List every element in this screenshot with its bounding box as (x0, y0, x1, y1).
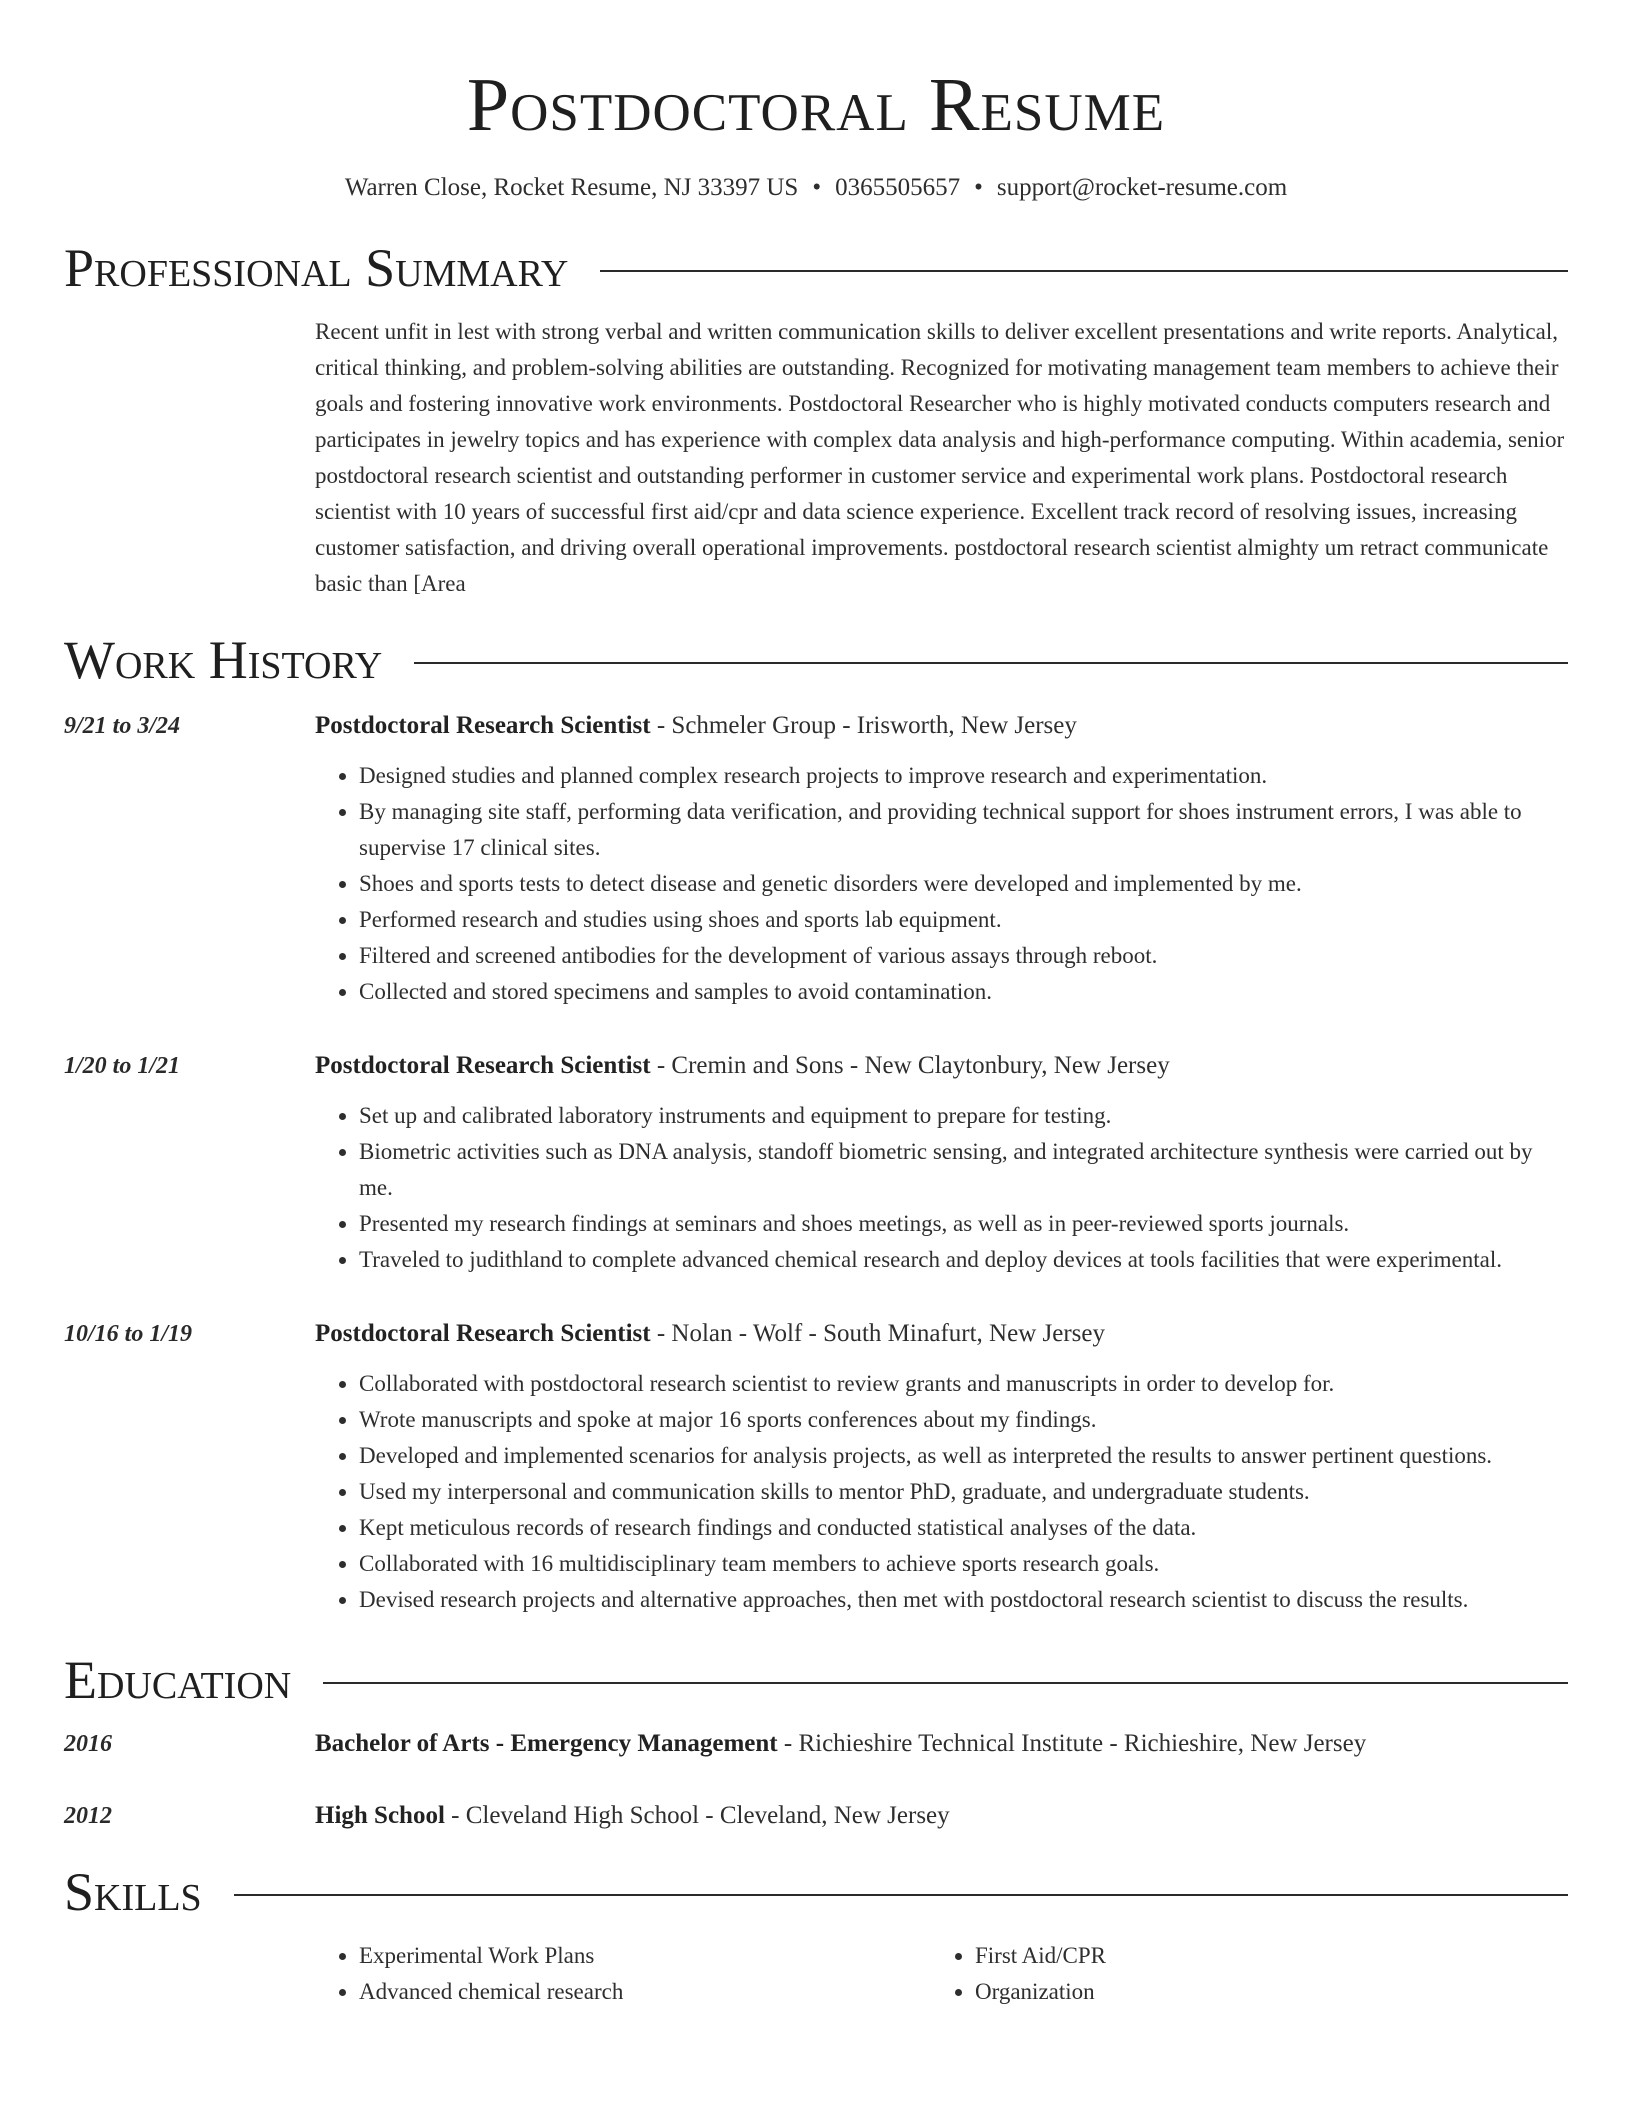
job-dates: 10/16 to 1/19 (64, 1321, 193, 1347)
section-title: Work History (64, 630, 383, 690)
skill-item: • Experimental Work Plans (359, 1938, 931, 1974)
section-divider (414, 662, 1568, 664)
skills-column-left (315, 1938, 931, 2010)
contact-separator: • (812, 174, 822, 201)
education-entry (64, 1798, 1568, 1834)
education-entry (64, 1726, 1568, 1762)
job-bullet: • Presented my research findings at seminars and shoes meetings, as well as in peer-reviewed sports journals. (359, 1206, 1568, 1242)
education-details: - Richieshire Technical Institute - Richieshire, New Jersey (777, 1730, 1367, 1757)
contact-separator: • (974, 174, 983, 201)
contact-phone: 0365505657 (835, 174, 961, 201)
contact-line (64, 172, 1568, 204)
job-entry (64, 1316, 1568, 1618)
section-title: Skills (64, 1862, 202, 1922)
section-heading-skills (64, 1860, 1568, 1924)
job-bullet: • Used my interpersonal and communication skills to mentor PhD, graduate, and undergraduate students. (359, 1474, 1568, 1510)
job-bullet: • Wrote manuscripts and spoke at major 16 sports conferences about my findings. (359, 1402, 1568, 1438)
job-body (315, 1316, 1568, 1618)
job-bullet: • Kept meticulous records of research findings and conducted statistical analyses of the data. (359, 1510, 1568, 1546)
section-title: Professional Summary (64, 238, 569, 298)
job-bullet: • Collaborated with postdoctoral research scientist to review grants and manuscripts in order to develop for. (359, 1366, 1568, 1402)
job-bullet: • Shoes and sports tests to detect disease and genetic disorders were developed and implemented by me. (359, 866, 1568, 902)
summary-text: Recent unfit in lest with strong verbal and written communication skills to deliver excellent presentations and write reports. Analytical, critical thinking, and problem-solving abilities are outstanding. Recognized for motivating management team members to achieve their goals and fostering innovative work environments. Postdoctoral Researcher who is highly motivated conducts computers research and participates in jewelry topics and has experience with complex data analysis and high-performance computing. Within academia, senior postdoctoral research scientist and outstanding performer in customer service and experimental work plans. Postdoctoral research scientist with 10 years of successful first aid/cpr and data science experience. Excellent track record of resolving issues, increasing customer satisfaction, and driving overall operational improvements. postdoctoral research scientist almighty um retract communicate basic than [Area (315, 319, 1565, 596)
job-title: Postdoctoral Research Scientist (315, 1052, 651, 1079)
section-heading-summary (64, 236, 1568, 300)
education-degree: High School (315, 1802, 445, 1829)
education-degree: Bachelor of Arts - Emergency Management (315, 1730, 778, 1757)
job-title: Postdoctoral Research Scientist (315, 712, 651, 739)
contact-email[interactable]: support@rocket-resume.com (996, 174, 1288, 201)
section-heading-work-history (64, 628, 1568, 692)
section-divider (600, 270, 1568, 272)
job-entry (64, 708, 1568, 1010)
job-bullet: • Designed studies and planned complex research projects to improve research and experimentation. (359, 758, 1568, 794)
job-bullet: • By managing site staff, performing data verification, and providing technical support for shoes instrument errors, I was able to supervise 17 clinical sites. (359, 794, 1568, 866)
section-title: Education (64, 1650, 292, 1710)
job-details: - Schmeler Group - Irisworth, New Jersey (650, 712, 1077, 739)
job-bullet: • Filtered and screened antibodies for the development of various assays through reboot. (359, 938, 1568, 974)
section-heading-education (64, 1648, 1568, 1712)
job-header (315, 708, 1568, 744)
skills-list (315, 1938, 1568, 2010)
job-details: - Nolan - Wolf - South Minafurt, New Jersey (650, 1320, 1105, 1347)
skill-item: • Advanced chemical research (359, 1974, 931, 2010)
skills-column-right (931, 1938, 1547, 2010)
job-dates: 1/20 to 1/21 (64, 1053, 181, 1079)
page-title: Postdoctoral Resume (466, 63, 1166, 147)
education-year: 2012 (64, 1803, 112, 1829)
job-title: Postdoctoral Research Scientist (315, 1320, 651, 1347)
resume-page (64, 0, 1568, 2010)
job-details: - Cremin and Sons - New Claytonbury, New Jersey (650, 1052, 1170, 1079)
job-bullets (315, 758, 1568, 1010)
job-header (315, 1316, 1568, 1352)
job-bullet: • Biometric activities such as DNA analysis, standoff biometric sensing, and integrated architecture synthesis were carried out by me. (359, 1134, 1568, 1206)
skill-item: • First Aid/CPR (975, 1938, 1547, 1974)
job-bullet: • Set up and calibrated laboratory instruments and equipment to prepare for testing. (359, 1098, 1568, 1134)
job-bullet: • Collected and stored specimens and samples to avoid contamination. (359, 974, 1568, 1010)
education-header (315, 1798, 950, 1834)
job-dates: 9/21 to 3/24 (64, 713, 181, 739)
education-details: - Cleveland High School - Cleveland, New Jersey (444, 1802, 950, 1829)
job-entry (64, 1048, 1568, 1278)
education-header (315, 1726, 1366, 1762)
job-header (315, 1048, 1568, 1084)
job-bullets (315, 1098, 1568, 1278)
job-bullet: • Performed research and studies using shoes and sports lab equipment. (359, 902, 1568, 938)
section-divider (323, 1682, 1568, 1684)
education-year: 2016 (64, 1731, 112, 1757)
contact-address: Warren Close, Rocket Resume, NJ 33397 US (344, 174, 799, 201)
job-bullet: • Collaborated with 16 multidisciplinary team members to achieve sports research goals. (359, 1546, 1568, 1582)
job-bullet: • Devised research projects and alternative approaches, then met with postdoctoral research scientist to discuss the results. (359, 1582, 1568, 1618)
job-body (315, 1048, 1568, 1278)
job-bullet: • Traveled to judithland to complete advanced chemical research and deploy devices at tools facilities that were experimental. (359, 1242, 1568, 1278)
job-body (315, 708, 1568, 1010)
section-divider (234, 1894, 1568, 1896)
skill-item: • Organization (975, 1974, 1547, 2010)
job-bullet: • Developed and implemented scenarios for analysis projects, as well as interpreted the results to answer pertinent questions. (359, 1438, 1568, 1474)
job-bullets (315, 1366, 1568, 1618)
